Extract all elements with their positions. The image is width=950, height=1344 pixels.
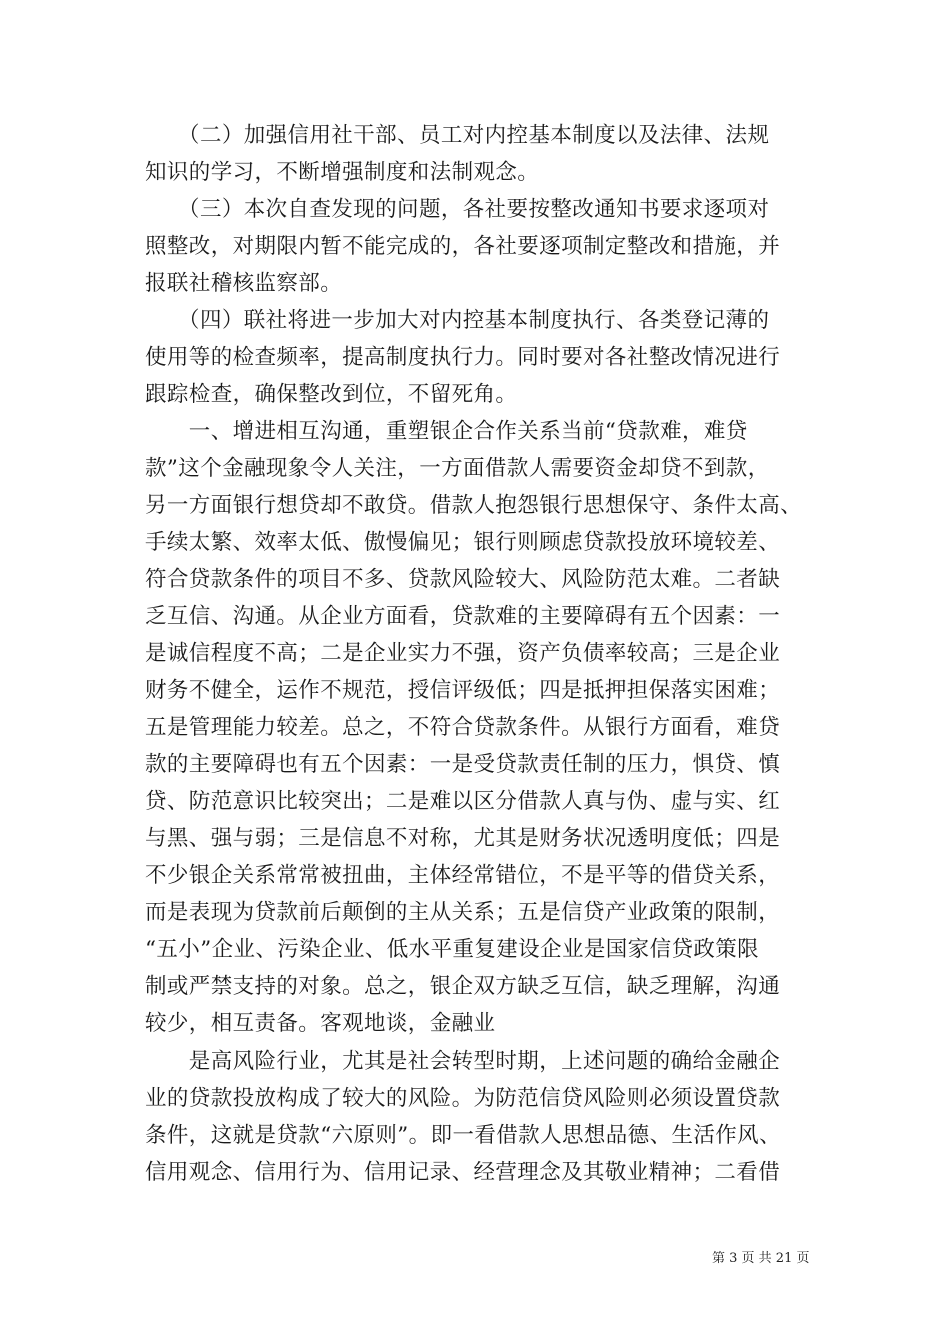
text-line: 照整改，对期限内暂不能完成的，各社要逐项制定整改和措施，并 bbox=[145, 234, 781, 259]
text-line: 知识的学习，不断增强制度和法制观念。 bbox=[145, 160, 540, 185]
text-line: 符合贷款条件的项目不多、贷款风险较大、风险防范太难。二者缺 bbox=[145, 567, 781, 592]
text-line: 乏互信、沟通。从企业方面看，贷款难的主要障碍有五个因素：一 bbox=[145, 604, 781, 629]
text-line: 款”这个金融现象令人关注，一方面借款人需要资金却贷不到款， bbox=[145, 456, 770, 481]
text-line: 一、增进相互沟通，重塑银企合作关系当前“贷款难，难贷 bbox=[145, 419, 748, 444]
text-line: 款的主要障碍也有五个因素：一是受贷款责任制的压力，惧贷、慎 bbox=[145, 752, 781, 777]
text-line: 而是表现为贷款前后颠倒的主从关系；五是信贷产业政策的限制， bbox=[145, 900, 781, 925]
text-line: 跟踪检查，确保整改到位，不留死角。 bbox=[145, 382, 518, 407]
text-line: 财务不健全，运作不规范，授信评级低；四是抵押担保落实困难； bbox=[145, 678, 781, 703]
text-line: （三）本次自查发现的问题，各社要按整改通知书要求逐项对 bbox=[145, 197, 770, 222]
text-line: 是诚信程度不高；二是企业实力不强，资产负债率较高；三是企业 bbox=[145, 641, 781, 666]
page-number: 第 3 页 共 21 页 bbox=[712, 1251, 810, 1266]
text-line: 较少，相互责备。客观地谈，金融业 bbox=[145, 1011, 496, 1036]
text-line: 与黑、强与弱；三是信息不对称，尤其是财务状况透明度低；四是 bbox=[145, 826, 781, 851]
text-line: 信用观念、信用行为、信用记录、经营理念及其敬业精神；二看借 bbox=[145, 1160, 781, 1185]
text-line: （二）加强信用社干部、员工对内控基本制度以及法律、法规 bbox=[145, 123, 770, 148]
text-line: “五小”企业、污染企业、低水平重复建设企业是国家信贷政策限 bbox=[145, 937, 760, 962]
text-line: 制或严禁支持的对象。总之，银企双方缺乏互信，缺乏理解，沟通 bbox=[145, 974, 781, 999]
text-line: 条件，这就是贷款“六原则”。即一看借款人思想品德、生活作风、 bbox=[145, 1123, 781, 1148]
text-line: 手续太繁、效率太低、傲慢偏见；银行则顾虑贷款投放环境较差、 bbox=[145, 530, 781, 555]
text-line: 贷、防范意识比较突出；二是难以区分借款人真与伪、虚与实、红 bbox=[145, 789, 781, 814]
text-line: 不少银企关系常常被扭曲，主体经常错位，不是平等的借贷关系， bbox=[145, 863, 781, 888]
text-line: 报联社稽核监察部。 bbox=[145, 271, 343, 296]
text-line: 使用等的检查频率，提高制度执行力。同时要对各社整改情况进行 bbox=[145, 345, 781, 370]
text-line: 业的贷款投放构成了较大的风险。为防范信贷风险则必须设置贷款 bbox=[145, 1086, 781, 1111]
text-line: （四）联社将进一步加大对内控基本制度执行、各类登记薄的 bbox=[145, 308, 770, 333]
text-line: 五是管理能力较差。总之，不符合贷款条件。从银行方面看，难贷 bbox=[145, 715, 781, 740]
text-line: 另一方面银行想贷却不敢贷。借款人抱怨银行思想保守、条件太高、 bbox=[145, 493, 803, 518]
text-line: 是高风险行业，尤其是社会转型时期，上述问题的确给金融企 bbox=[145, 1049, 781, 1074]
